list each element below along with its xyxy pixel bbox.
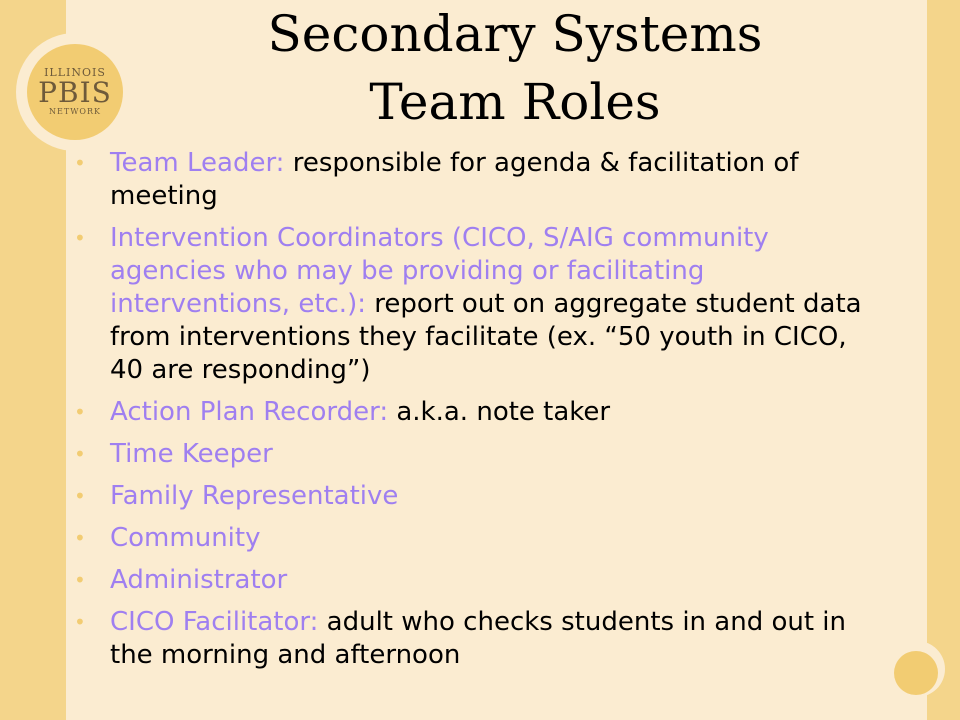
list-item — [72, 522, 884, 555]
logo-line-3: NETWORK — [49, 107, 101, 116]
illinois-pbis-logo — [27, 44, 123, 140]
corner-circle-icon — [894, 651, 938, 695]
bullet-icon: • — [74, 484, 86, 508]
role-name: Community — [110, 523, 261, 553]
role-name: CICO Facilitator: — [110, 607, 319, 637]
role-name: Time Keeper — [110, 439, 273, 469]
title-line-1: Secondary Systems — [267, 5, 763, 63]
role-name: Administrator — [110, 565, 288, 595]
role-description: a.k.a. note taker — [388, 397, 611, 427]
role-description: report out on aggregate student data from interventions they facilitate (ex. “50 youth in CICO, 40 are responding”) — [110, 289, 862, 385]
bullet-icon: • — [74, 610, 86, 634]
title-line-2: Team Roles — [369, 73, 661, 131]
list-item — [72, 222, 884, 387]
role-name: Family Representative — [110, 481, 399, 511]
bullet-icon: • — [74, 151, 86, 175]
role-description: adult who checks students in and out in the morning and afternoon — [110, 607, 847, 670]
bullet-icon: • — [74, 568, 86, 592]
list-item — [72, 396, 884, 429]
list-item — [72, 564, 884, 597]
right-band — [927, 0, 960, 720]
list-item — [72, 606, 884, 672]
list-item — [72, 438, 884, 471]
bullet-icon: • — [74, 400, 86, 424]
bullet-icon: • — [74, 226, 86, 250]
roles-list — [72, 147, 884, 681]
logo-line-1: ILLINOIS — [44, 66, 106, 79]
slide-title — [160, 0, 870, 136]
bullet-icon: • — [74, 526, 86, 550]
role-description: responsible for agenda & facilitation of meeting — [110, 148, 799, 211]
logo-line-2: PBIS — [38, 76, 112, 109]
role-name: Team Leader: — [110, 148, 285, 178]
bullet-icon: • — [74, 442, 86, 466]
role-name: Intervention Coordinators (CICO, S/AIG community agencies who may be providing or facilitating interventions, etc.): — [110, 223, 769, 319]
role-name: Action Plan Recorder: — [110, 397, 389, 427]
list-item — [72, 147, 884, 213]
list-item — [72, 480, 884, 513]
